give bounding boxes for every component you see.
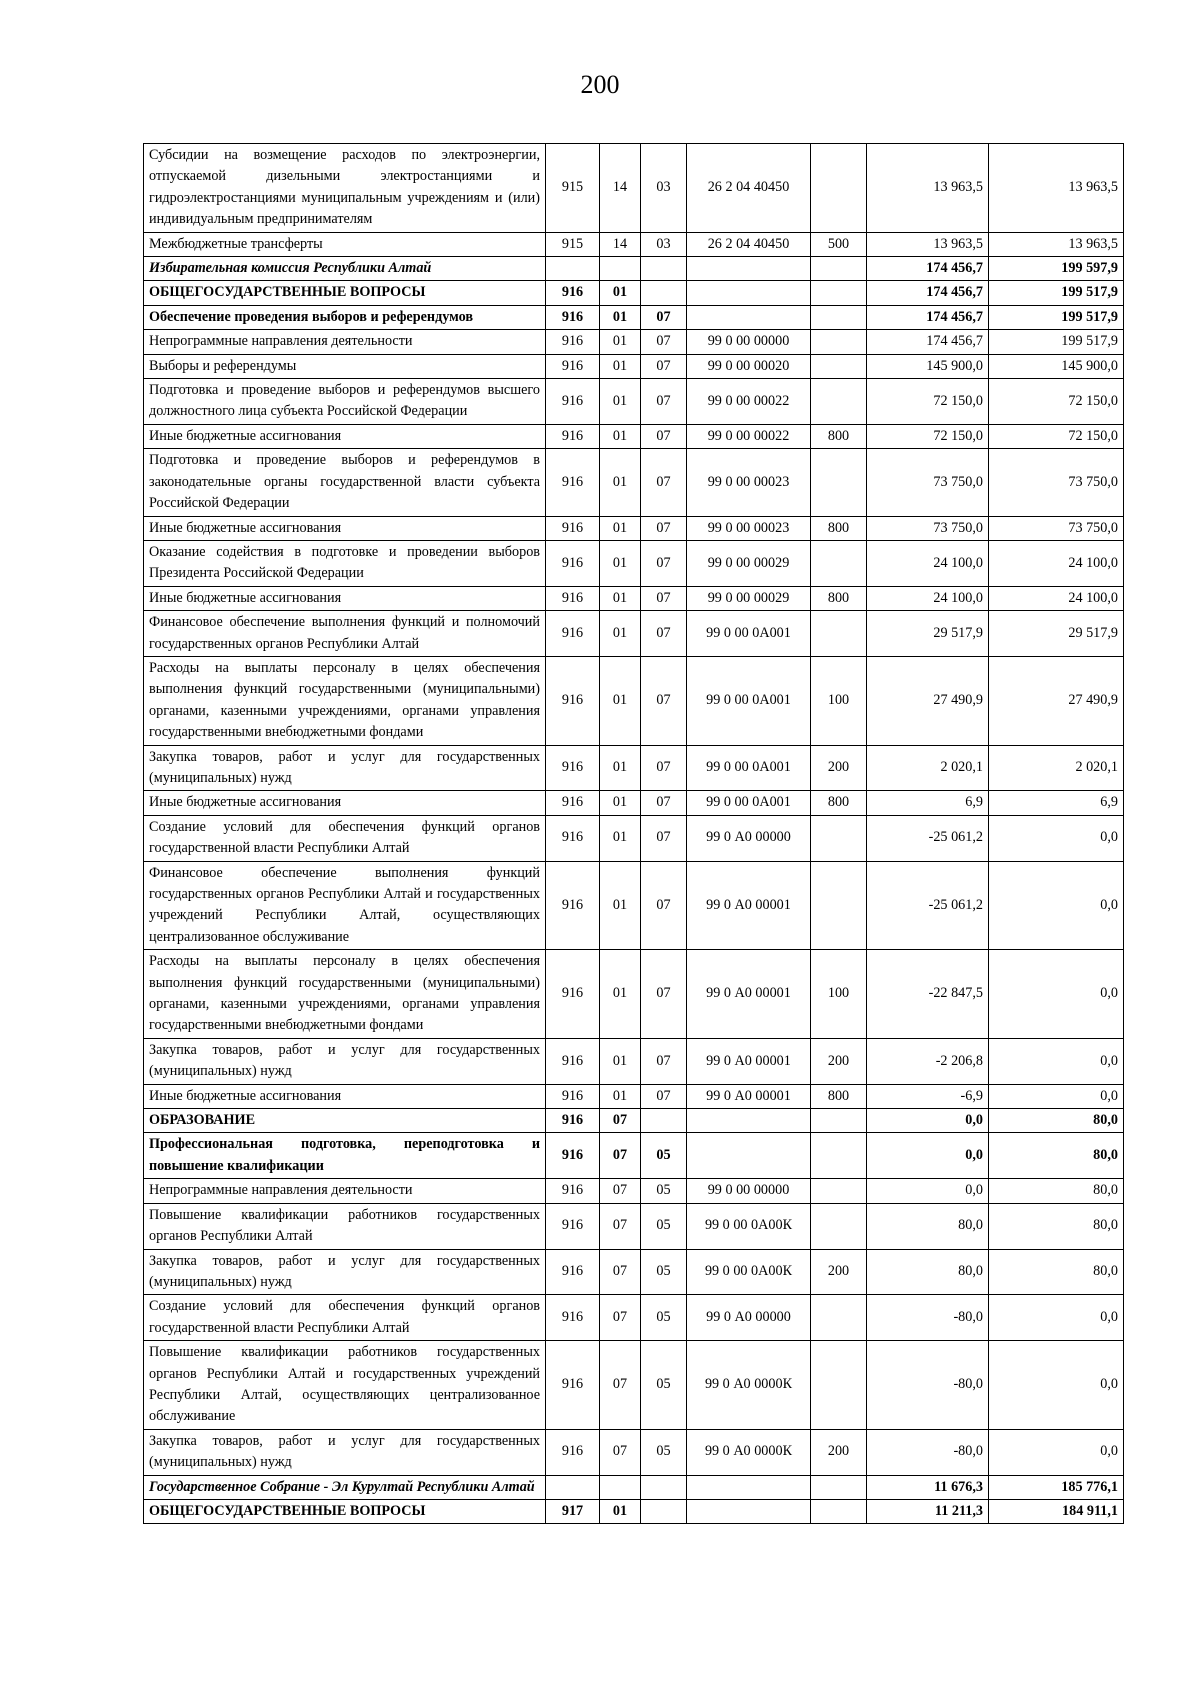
row-name-cell: Иные бюджетные ассигнования (144, 791, 546, 815)
ministry-code-cell: 916 (546, 745, 600, 791)
subsection-code-cell: 07 (641, 586, 687, 610)
expense-type-cell: 100 (811, 950, 867, 1039)
amount-year2-cell: 73 750,0 (989, 516, 1124, 540)
target-article-cell: 99 0 00 00029 (687, 540, 811, 586)
expense-type-cell: 800 (811, 1084, 867, 1108)
ministry-code-cell: 915 (546, 144, 600, 233)
target-article-cell: 99 0 А0 00000 (687, 815, 811, 861)
amount-year1-cell: 80,0 (867, 1203, 989, 1249)
expense-type-cell (811, 1179, 867, 1203)
amount-year2-cell: 145 900,0 (989, 354, 1124, 378)
subsection-code-cell: 07 (641, 1084, 687, 1108)
section-code-cell: 01 (600, 861, 641, 950)
target-article-cell: 99 0 00 0А001 (687, 745, 811, 791)
amount-year1-cell: -6,9 (867, 1084, 989, 1108)
table-row (144, 540, 1124, 586)
ministry-code-cell: 916 (546, 305, 600, 329)
ministry-code-cell: 916 (546, 1429, 600, 1475)
expense-type-cell (811, 354, 867, 378)
table-row (144, 1341, 1124, 1430)
subsection-code-cell: 05 (641, 1429, 687, 1475)
expense-type-cell (811, 540, 867, 586)
row-name-cell: ОБЩЕГОСУДАРСТВЕННЫЕ ВОПРОСЫ (144, 281, 546, 305)
subsection-code-cell: 07 (641, 330, 687, 354)
amount-year1-cell: 174 456,7 (867, 305, 989, 329)
section-code-cell: 07 (600, 1295, 641, 1341)
subsection-code-cell: 07 (641, 305, 687, 329)
amount-year1-cell: -80,0 (867, 1341, 989, 1430)
section-code-cell: 01 (600, 330, 641, 354)
ministry-code-cell: 916 (546, 791, 600, 815)
table-row (144, 144, 1124, 233)
amount-year1-cell: 0,0 (867, 1109, 989, 1133)
ministry-code-cell: 916 (546, 330, 600, 354)
table-row (144, 586, 1124, 610)
subsection-code-cell: 07 (641, 424, 687, 448)
amount-year1-cell: 174 456,7 (867, 330, 989, 354)
subsection-code-cell: 05 (641, 1341, 687, 1430)
row-name-cell: Подготовка и проведение выборов и референдумов высшего должностного лица субъекта Российской Федерации (144, 379, 546, 425)
amount-year2-cell: 72 150,0 (989, 379, 1124, 425)
amount-year1-cell: 145 900,0 (867, 354, 989, 378)
subsection-code-cell: 05 (641, 1249, 687, 1295)
amount-year2-cell: 0,0 (989, 1038, 1124, 1084)
subsection-code-cell: 07 (641, 1038, 687, 1084)
table-row (144, 1038, 1124, 1084)
section-code-cell: 01 (600, 791, 641, 815)
row-name-cell: Финансовое обеспечение выполнения функций и полномочий государственных органов Республики Алтай (144, 611, 546, 657)
expense-type-cell (811, 330, 867, 354)
expense-type-cell (811, 1475, 867, 1499)
subsection-code-cell: 05 (641, 1203, 687, 1249)
expense-type-cell (811, 305, 867, 329)
expense-type-cell (811, 1499, 867, 1523)
subsection-code-cell: 05 (641, 1295, 687, 1341)
expense-type-cell (811, 1341, 867, 1430)
target-article-cell: 99 0 А0 00001 (687, 1084, 811, 1108)
row-name-cell: ОБЩЕГОСУДАРСТВЕННЫЕ ВОПРОСЫ (144, 1499, 546, 1523)
table-row (144, 1109, 1124, 1133)
ministry-code-cell (546, 257, 600, 281)
amount-year2-cell: 199 597,9 (989, 257, 1124, 281)
ministry-code-cell: 916 (546, 586, 600, 610)
amount-year2-cell: 0,0 (989, 861, 1124, 950)
amount-year2-cell: 80,0 (989, 1179, 1124, 1203)
section-code-cell: 07 (600, 1429, 641, 1475)
amount-year1-cell: 73 750,0 (867, 516, 989, 540)
row-name-cell: Закупка товаров, работ и услуг для государственных (муниципальных) нужд (144, 745, 546, 791)
ministry-code-cell: 915 (546, 232, 600, 256)
row-name-cell: Иные бюджетные ассигнования (144, 516, 546, 540)
ministry-code-cell: 916 (546, 1295, 600, 1341)
target-article-cell: 99 0 А0 00000 (687, 1295, 811, 1341)
section-code-cell: 01 (600, 611, 641, 657)
amount-year2-cell: 185 776,1 (989, 1475, 1124, 1499)
expense-type-cell: 800 (811, 516, 867, 540)
target-article-cell: 26 2 04 40450 (687, 144, 811, 233)
amount-year1-cell: 24 100,0 (867, 540, 989, 586)
row-name-cell: Избирательная комиссия Республики Алтай (144, 257, 546, 281)
target-article-cell: 99 0 00 00000 (687, 1179, 811, 1203)
expense-type-cell (811, 815, 867, 861)
expense-type-cell: 200 (811, 1249, 867, 1295)
table-row (144, 232, 1124, 256)
subsection-code-cell: 03 (641, 232, 687, 256)
subsection-code-cell: 07 (641, 656, 687, 745)
target-article-cell: 99 0 А0 00001 (687, 1038, 811, 1084)
amount-year1-cell: 2 020,1 (867, 745, 989, 791)
ministry-code-cell: 916 (546, 656, 600, 745)
row-name-cell: Закупка товаров, работ и услуг для государственных (муниципальных) нужд (144, 1249, 546, 1295)
ministry-code-cell: 916 (546, 540, 600, 586)
section-code-cell: 01 (600, 540, 641, 586)
amount-year1-cell: 72 150,0 (867, 379, 989, 425)
section-code-cell: 14 (600, 232, 641, 256)
expense-type-cell: 100 (811, 656, 867, 745)
amount-year2-cell: 184 911,1 (989, 1499, 1124, 1523)
expense-type-cell (811, 1133, 867, 1179)
table-row (144, 815, 1124, 861)
expense-type-cell: 800 (811, 424, 867, 448)
table-row (144, 791, 1124, 815)
amount-year1-cell: -22 847,5 (867, 950, 989, 1039)
expense-type-cell (811, 257, 867, 281)
row-name-cell: Непрограммные направления деятельности (144, 1179, 546, 1203)
amount-year2-cell: 199 517,9 (989, 305, 1124, 329)
amount-year1-cell: 72 150,0 (867, 424, 989, 448)
expense-type-cell (811, 1203, 867, 1249)
table-row (144, 305, 1124, 329)
amount-year2-cell: 0,0 (989, 1341, 1124, 1430)
table-row (144, 330, 1124, 354)
amount-year2-cell: 80,0 (989, 1109, 1124, 1133)
section-code-cell: 01 (600, 1084, 641, 1108)
section-code-cell: 01 (600, 586, 641, 610)
amount-year2-cell: 80,0 (989, 1249, 1124, 1295)
amount-year2-cell: 73 750,0 (989, 449, 1124, 516)
row-name-cell: Расходы на выплаты персоналу в целях обеспечения выполнения функций государственными (муниципальными) органами, казенными учреждениями, органами управления государственными внебюджетными фондами (144, 656, 546, 745)
amount-year2-cell: 24 100,0 (989, 540, 1124, 586)
amount-year2-cell: 72 150,0 (989, 424, 1124, 448)
section-code-cell: 01 (600, 745, 641, 791)
target-article-cell: 99 0 00 00022 (687, 379, 811, 425)
target-article-cell (687, 1109, 811, 1133)
amount-year1-cell: 0,0 (867, 1179, 989, 1203)
subsection-code-cell: 05 (641, 1133, 687, 1179)
amount-year2-cell: 24 100,0 (989, 586, 1124, 610)
amount-year2-cell: 80,0 (989, 1133, 1124, 1179)
ministry-code-cell: 916 (546, 449, 600, 516)
table-row (144, 1084, 1124, 1108)
amount-year1-cell: 11 211,3 (867, 1499, 989, 1523)
ministry-code-cell (546, 1475, 600, 1499)
section-code-cell: 01 (600, 1499, 641, 1523)
amount-year2-cell: 80,0 (989, 1203, 1124, 1249)
row-name-cell: Создание условий для обеспечения функций органов государственной власти Республики Алтай (144, 1295, 546, 1341)
table-row (144, 257, 1124, 281)
target-article-cell: 99 0 А0 0000К (687, 1341, 811, 1430)
section-code-cell (600, 1475, 641, 1499)
table-row (144, 950, 1124, 1039)
amount-year1-cell: 13 963,5 (867, 232, 989, 256)
table-row (144, 1499, 1124, 1523)
target-article-cell: 99 0 00 0А001 (687, 791, 811, 815)
subsection-code-cell: 07 (641, 354, 687, 378)
section-code-cell: 01 (600, 656, 641, 745)
table-row (144, 1133, 1124, 1179)
expense-type-cell (811, 611, 867, 657)
table-row (144, 745, 1124, 791)
row-name-cell: Профессиональная подготовка, переподготовка и повышение квалификации (144, 1133, 546, 1179)
subsection-code-cell (641, 1109, 687, 1133)
section-code-cell: 07 (600, 1341, 641, 1430)
target-article-cell: 99 0 00 00020 (687, 354, 811, 378)
table-row (144, 449, 1124, 516)
target-article-cell: 99 0 00 0А00К (687, 1249, 811, 1295)
ministry-code-cell: 916 (546, 861, 600, 950)
target-article-cell (687, 1133, 811, 1179)
ministry-code-cell: 916 (546, 379, 600, 425)
amount-year2-cell: 2 020,1 (989, 745, 1124, 791)
row-name-cell: Обеспечение проведения выборов и референдумов (144, 305, 546, 329)
ministry-code-cell: 916 (546, 815, 600, 861)
amount-year1-cell: -80,0 (867, 1429, 989, 1475)
target-article-cell: 99 0 А0 00001 (687, 950, 811, 1039)
subsection-code-cell: 07 (641, 745, 687, 791)
ministry-code-cell: 916 (546, 281, 600, 305)
section-code-cell: 01 (600, 449, 641, 516)
ministry-code-cell: 916 (546, 354, 600, 378)
amount-year1-cell: -25 061,2 (867, 861, 989, 950)
subsection-code-cell: 07 (641, 861, 687, 950)
ministry-code-cell: 916 (546, 611, 600, 657)
subsection-code-cell: 05 (641, 1179, 687, 1203)
target-article-cell: 99 0 А0 0000К (687, 1429, 811, 1475)
section-code-cell: 01 (600, 424, 641, 448)
amount-year1-cell: 174 456,7 (867, 281, 989, 305)
row-name-cell: Субсидии на возмещение расходов по электроэнергии, отпускаемой дизельными электростанциями и гидроэлектростанциями муниципальным учреждениям и (или) индивидуальным предпринимателям (144, 144, 546, 233)
table-row (144, 1203, 1124, 1249)
row-name-cell: Непрограммные направления деятельности (144, 330, 546, 354)
amount-year1-cell: 80,0 (867, 1249, 989, 1295)
table-row (144, 656, 1124, 745)
row-name-cell: Государственное Собрание - Эл Курултай Республики Алтай (144, 1475, 546, 1499)
expense-type-cell: 800 (811, 586, 867, 610)
row-name-cell: Межбюджетные трансферты (144, 232, 546, 256)
target-article-cell: 99 0 00 0А001 (687, 656, 811, 745)
ministry-code-cell: 916 (546, 1109, 600, 1133)
subsection-code-cell: 07 (641, 516, 687, 540)
amount-year2-cell: 0,0 (989, 815, 1124, 861)
amount-year1-cell: 0,0 (867, 1133, 989, 1179)
row-name-cell: Финансовое обеспечение выполнения функций государственных органов Республики Алтай и государственных учреждений Республики Алтай, осуществляющих централизованное обслуживание (144, 861, 546, 950)
amount-year2-cell: 0,0 (989, 950, 1124, 1039)
target-article-cell (687, 1475, 811, 1499)
amount-year1-cell: 73 750,0 (867, 449, 989, 516)
subsection-code-cell: 07 (641, 950, 687, 1039)
table-row (144, 354, 1124, 378)
amount-year2-cell: 199 517,9 (989, 281, 1124, 305)
row-name-cell: Иные бюджетные ассигнования (144, 586, 546, 610)
amount-year2-cell: 13 963,5 (989, 144, 1124, 233)
table-row (144, 1249, 1124, 1295)
section-code-cell: 07 (600, 1133, 641, 1179)
section-code-cell: 14 (600, 144, 641, 233)
row-name-cell: Повышение квалификации работников государственных органов Республики Алтай и государственных учреждений Республики Алтай, осуществляющих централизованное обслуживание (144, 1341, 546, 1430)
expense-type-cell (811, 379, 867, 425)
budget-table (143, 143, 1124, 1524)
amount-year2-cell: 27 490,9 (989, 656, 1124, 745)
section-code-cell: 01 (600, 379, 641, 425)
ministry-code-cell: 916 (546, 1341, 600, 1430)
amount-year1-cell: -2 206,8 (867, 1038, 989, 1084)
row-name-cell: Закупка товаров, работ и услуг для государственных (муниципальных) нужд (144, 1429, 546, 1475)
section-code-cell: 01 (600, 516, 641, 540)
target-article-cell: 99 0 00 00023 (687, 516, 811, 540)
expense-type-cell: 500 (811, 232, 867, 256)
subsection-code-cell: 03 (641, 144, 687, 233)
target-article-cell: 99 0 00 00023 (687, 449, 811, 516)
subsection-code-cell (641, 1475, 687, 1499)
subsection-code-cell: 07 (641, 611, 687, 657)
expense-type-cell (811, 861, 867, 950)
row-name-cell: Расходы на выплаты персоналу в целях обеспечения выполнения функций государственными (муниципальными) органами, казенными учреждениями, органами управления государственными внебюджетными фондами (144, 950, 546, 1039)
amount-year2-cell: 13 963,5 (989, 232, 1124, 256)
ministry-code-cell: 917 (546, 1499, 600, 1523)
table-row (144, 1475, 1124, 1499)
row-name-cell: Повышение квалификации работников государственных органов Республики Алтай (144, 1203, 546, 1249)
section-code-cell: 01 (600, 950, 641, 1039)
table-row (144, 1429, 1124, 1475)
budget-table-body (144, 144, 1124, 1524)
ministry-code-cell: 916 (546, 1249, 600, 1295)
expense-type-cell: 200 (811, 745, 867, 791)
ministry-code-cell: 916 (546, 1038, 600, 1084)
amount-year1-cell: 29 517,9 (867, 611, 989, 657)
ministry-code-cell: 916 (546, 1084, 600, 1108)
amount-year1-cell: 174 456,7 (867, 257, 989, 281)
ministry-code-cell: 916 (546, 950, 600, 1039)
subsection-code-cell (641, 1499, 687, 1523)
table-row (144, 611, 1124, 657)
expense-type-cell (811, 281, 867, 305)
table-row (144, 281, 1124, 305)
target-article-cell (687, 305, 811, 329)
section-code-cell: 01 (600, 1038, 641, 1084)
amount-year1-cell: -80,0 (867, 1295, 989, 1341)
amount-year1-cell: 24 100,0 (867, 586, 989, 610)
target-article-cell: 26 2 04 40450 (687, 232, 811, 256)
amount-year1-cell: 11 676,3 (867, 1475, 989, 1499)
section-code-cell: 01 (600, 354, 641, 378)
ministry-code-cell: 916 (546, 1203, 600, 1249)
expense-type-cell: 200 (811, 1038, 867, 1084)
ministry-code-cell: 916 (546, 516, 600, 540)
row-name-cell: Подготовка и проведение выборов и референдумов в законодательные органы государственной власти субъекта Российской Федерации (144, 449, 546, 516)
expense-type-cell (811, 1295, 867, 1341)
row-name-cell: Иные бюджетные ассигнования (144, 424, 546, 448)
amount-year2-cell: 29 517,9 (989, 611, 1124, 657)
section-code-cell: 01 (600, 815, 641, 861)
expense-type-cell: 200 (811, 1429, 867, 1475)
table-row (144, 1179, 1124, 1203)
table-row (144, 861, 1124, 950)
expense-type-cell (811, 1109, 867, 1133)
target-article-cell (687, 257, 811, 281)
expense-type-cell: 800 (811, 791, 867, 815)
amount-year1-cell: 13 963,5 (867, 144, 989, 233)
section-code-cell: 07 (600, 1109, 641, 1133)
subsection-code-cell: 07 (641, 791, 687, 815)
section-code-cell: 07 (600, 1203, 641, 1249)
amount-year2-cell: 0,0 (989, 1429, 1124, 1475)
page-number: 200 (580, 70, 620, 99)
amount-year2-cell: 6,9 (989, 791, 1124, 815)
section-code-cell: 01 (600, 305, 641, 329)
row-name-cell: Создание условий для обеспечения функций органов государственной власти Республики Алтай (144, 815, 546, 861)
target-article-cell (687, 281, 811, 305)
subsection-code-cell: 07 (641, 815, 687, 861)
expense-type-cell (811, 144, 867, 233)
ministry-code-cell: 916 (546, 1133, 600, 1179)
target-article-cell: 99 0 00 00022 (687, 424, 811, 448)
ministry-code-cell: 916 (546, 1179, 600, 1203)
table-row (144, 379, 1124, 425)
target-article-cell: 99 0 А0 00001 (687, 861, 811, 950)
amount-year2-cell: 0,0 (989, 1084, 1124, 1108)
section-code-cell: 07 (600, 1179, 641, 1203)
subsection-code-cell: 07 (641, 540, 687, 586)
target-article-cell: 99 0 00 0А001 (687, 611, 811, 657)
subsection-code-cell: 07 (641, 449, 687, 516)
amount-year1-cell: 6,9 (867, 791, 989, 815)
amount-year1-cell: 27 490,9 (867, 656, 989, 745)
section-code-cell: 07 (600, 1249, 641, 1295)
subsection-code-cell (641, 281, 687, 305)
target-article-cell (687, 1499, 811, 1523)
row-name-cell: Выборы и референдумы (144, 354, 546, 378)
expense-type-cell (811, 449, 867, 516)
amount-year2-cell: 199 517,9 (989, 330, 1124, 354)
subsection-code-cell (641, 257, 687, 281)
section-code-cell: 01 (600, 281, 641, 305)
amount-year1-cell: -25 061,2 (867, 815, 989, 861)
table-row (144, 1295, 1124, 1341)
section-code-cell (600, 257, 641, 281)
row-name-cell: Оказание содействия в подготовке и проведении выборов Президента Российской Федерации (144, 540, 546, 586)
amount-year2-cell: 0,0 (989, 1295, 1124, 1341)
target-article-cell: 99 0 00 00029 (687, 586, 811, 610)
ministry-code-cell: 916 (546, 424, 600, 448)
subsection-code-cell: 07 (641, 379, 687, 425)
target-article-cell: 99 0 00 0А00К (687, 1203, 811, 1249)
table-row (144, 424, 1124, 448)
target-article-cell: 99 0 00 00000 (687, 330, 811, 354)
row-name-cell: Иные бюджетные ассигнования (144, 1084, 546, 1108)
row-name-cell: Закупка товаров, работ и услуг для государственных (муниципальных) нужд (144, 1038, 546, 1084)
row-name-cell: ОБРАЗОВАНИЕ (144, 1109, 546, 1133)
table-row (144, 516, 1124, 540)
